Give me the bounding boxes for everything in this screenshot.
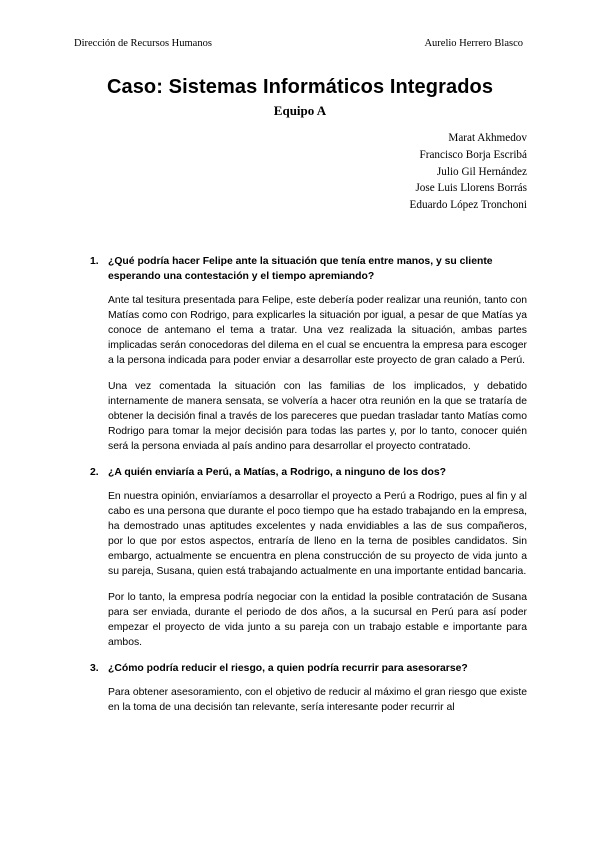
question-text: ¿Cómo podría reducir el riesgo, a quien podría recurrir para asesorarse? (108, 663, 468, 674)
question-2 (90, 465, 527, 480)
paragraph: En nuestra opinión, enviaríamos a desarrollar el proyecto a Perú a Rodrigo, pues al fin y al cabo es una persona que durante el poco tiempo que ha estado trabajando en la empresa, ha demostrado unas aptitudes excelentes y nada envidiables a las de sus compañeros, por lo que por estos aspectos, entraría de lleno en la terna de posibles candidatos. Sin embargo, actualmente se encuentra en plena construcción de su proyecto de vida junto a su pareja, Susana, quien está trabajando actualmente en una importante entidad bancaria. (108, 491, 527, 577)
author-name: Julio Gil Hernández (436, 165, 527, 178)
header-department: Dirección de Recursos Humanos (74, 38, 212, 49)
header-author: Aurelio Herrero Blasco (424, 38, 523, 49)
question-3 (90, 661, 527, 676)
paragraph: Para obtener asesoramiento, con el objetivo de reducir al máximo el gran riesgo que existe en la toma de una decisión tan relevante, sería interesante poder recurrir al (108, 687, 527, 713)
question-1 (90, 254, 527, 284)
author-name: Eduardo López Tronchoni (409, 199, 527, 212)
paragraph: Una vez comentada la situación con las familias de los implicados, y debatido internamente de manera sensata, se volvería a hacer otra reunión en la que se trataría de obtener la decisión final a través de los pareceres que puedan trasladar tanto Matías como Rodrigo para tomar la mejor decisión para todas las partes y, por lo tanto, conocer quién será la persona enviada al país andino para desarrollar el proyecto contratado. (108, 381, 527, 452)
question-text: ¿A quién enviaría a Perú, a Matías, a Rodrigo, a ninguno de los dos? (108, 467, 446, 478)
document-subtitle: Equipo A (273, 103, 327, 118)
question-number: 2. (90, 467, 99, 478)
question-number: 3. (90, 663, 99, 674)
paragraph: Ante tal tesitura presentada para Felipe, este debería poder realizar una reunión, tanto con Matías como con Rodrigo, para explicarles la situación por igual, a pesar de que Matías ya conoce de antemano el tema a tratar. Una vez realizada la situación, ambas partes implicadas serán conocedoras del dilema en el cual se encuentra la empresa para escoger a la persona indicada para poder enviar a desarrollar este proyecto de gran calado a Perú. (108, 295, 527, 366)
document-title: Caso: Sistemas Informáticos Integrados (106, 76, 494, 98)
question-number: 1. (90, 256, 99, 267)
question-text: ¿Qué podría hacer Felipe ante la situación que tenía entre manos, y su cliente esperando una contestación y el tiempo apremiando? (108, 256, 493, 282)
document-body (90, 254, 527, 726)
author-name: Francisco Borja Escribá (419, 148, 527, 161)
author-name: Marat Akhmedov (448, 132, 527, 144)
author-name: Jose Luis Llorens Borrás (415, 182, 527, 195)
author-list (410, 130, 527, 214)
paragraph: Por lo tanto, la empresa podría negociar con la entidad la posible contratación de Susana para ser enviada, durante el periodo de dos años, a la sucursal en Perú para así poder empezar el proyecto de vida junto a su pareja con un trabajo estable e importante para ambos. (108, 592, 527, 648)
